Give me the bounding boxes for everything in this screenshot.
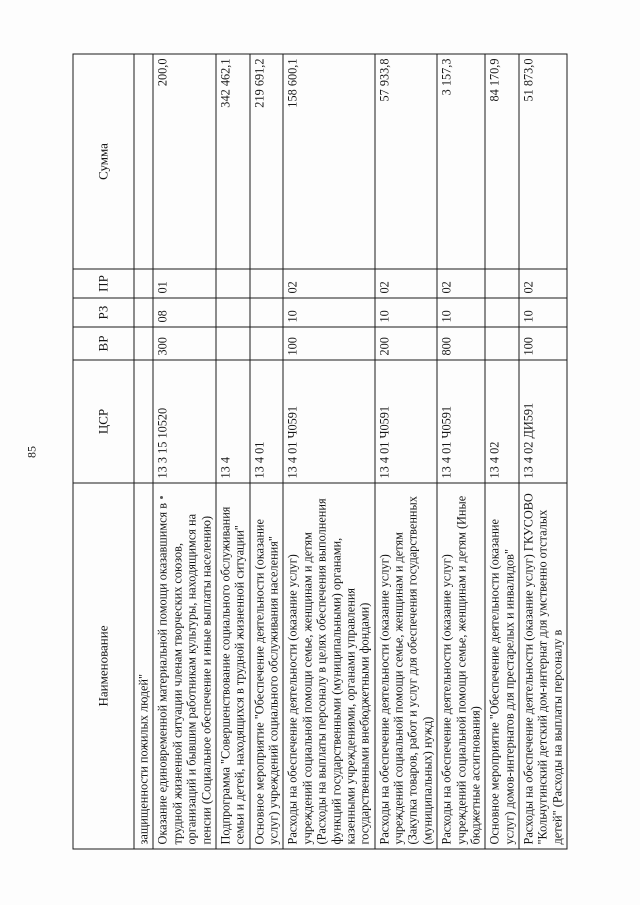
row-sum: 84 170,9	[485, 54, 519, 269]
row-vr: 100	[283, 327, 374, 360]
row-pr	[216, 269, 250, 298]
row-csr: 13 4 02 ДИ591	[519, 360, 567, 483]
row-vr: 200	[375, 327, 438, 360]
row-pr: 01	[153, 269, 216, 298]
row-sum: 3 157,3	[437, 54, 485, 269]
row-pr: 02	[519, 269, 567, 298]
row-sum: 51 873,0	[519, 54, 567, 269]
row-sum: 219 691,2	[250, 54, 284, 269]
row-vr	[216, 327, 250, 360]
row-csr: 13 4 02	[485, 360, 519, 483]
row-rz	[485, 298, 519, 327]
row-vr	[250, 327, 284, 360]
row-csr: 13 4 01	[250, 360, 284, 483]
row-pr	[134, 269, 153, 298]
header-csr: ЦСР	[73, 360, 134, 483]
scan-speck	[160, 496, 163, 499]
row-rz: 10	[519, 298, 567, 327]
row-name: Подпрограмма "Совершенствование социального обслуживания семьи и детей, находящихся в трудной жизненной ситуации"	[216, 483, 250, 849]
row-pr: 02	[375, 269, 438, 298]
header-name: Наименование	[73, 483, 134, 849]
table-row	[283, 54, 374, 849]
row-sum: 200,0	[153, 54, 216, 269]
header-rz: РЗ	[73, 298, 134, 327]
row-csr: 13 3 15 10520	[153, 360, 216, 483]
row-vr	[134, 327, 153, 360]
row-rz: 10	[437, 298, 485, 327]
row-name: Основное мероприятие "Обеспечение деятельности (оказание услуг) домов-интернатов для престарелых и инвалидов"	[485, 483, 519, 849]
row-rz: 10	[375, 298, 438, 327]
row-vr: 300	[153, 327, 216, 360]
table-header-row	[73, 54, 134, 849]
row-csr: 13 4	[216, 360, 250, 483]
row-rz	[216, 298, 250, 327]
row-sum: 57 933,8	[375, 54, 438, 269]
row-vr: 100	[519, 327, 567, 360]
row-pr: 02	[283, 269, 374, 298]
row-pr	[250, 269, 284, 298]
row-sum: 342 462,1	[216, 54, 250, 269]
row-name: защищенности пожилых людей"	[134, 483, 153, 849]
page-number: 85	[24, 446, 39, 458]
row-pr: 02	[437, 269, 485, 298]
table-row	[519, 54, 567, 849]
row-csr: 13 4 01 Ч0591	[437, 360, 485, 483]
table-row	[485, 54, 519, 849]
header-pr: ПР	[73, 269, 134, 298]
row-rz	[134, 298, 153, 327]
row-sum	[134, 54, 153, 269]
table-row	[250, 54, 284, 849]
row-name: Оказание единовременной материальной помощи оказавшимся в трудной жизненной ситуации членам творческих союзов, организаций и бывшим работникам культуры, находящимся на пенсии (Социальное обеспечение и иные выплаты населению)	[153, 483, 216, 849]
row-name: Расходы на обеспечение деятельности (оказание услуг) ГКУСОВО "Кольчугинский детский дом-интернат для умственно отсталых детей" (Расходы на выплаты персоналу в	[519, 483, 567, 849]
table-row	[375, 54, 438, 849]
rotated-page	[24, 55, 568, 850]
header-vr: ВР	[73, 327, 134, 360]
row-name: Основное мероприятие "Обеспечение деятельности (оказание услуг) учреждений социального обслуживания населения"	[250, 483, 284, 849]
row-name: Расходы на обеспечение деятельности (оказание услуг) учреждений социальной помощи семье, женщинам и детям (Закупка товаров, работ и услуг для обеспечения государственных (муниципальных) нужд)	[375, 483, 438, 849]
row-csr: 13 4 01 Ч0591	[283, 360, 374, 483]
row-rz	[250, 298, 284, 327]
table-row	[153, 54, 216, 849]
row-pr	[485, 269, 519, 298]
row-name: Расходы на обеспечение деятельности (оказание услуг) учреждений социальной помощи семье, женщинам и детям (Расходы на выплаты персоналу в целях обеспечения выполнения функций государственными (муниципальными) органами, казенными учреждениями, органами управления государственными внебюджетными фондами)	[283, 483, 374, 849]
table-row	[134, 54, 153, 849]
row-csr: 13 4 01 Ч0591	[375, 360, 438, 483]
row-csr	[134, 360, 153, 483]
table-row	[216, 54, 250, 849]
row-rz: 10	[283, 298, 374, 327]
row-vr: 800	[437, 327, 485, 360]
row-sum: 158 600,1	[283, 54, 374, 269]
row-name: Расходы на обеспечение деятельности (оказание услуг) учреждений социальной помощи семье, женщинам и детям (Иные бюджетные ассигнования)	[437, 483, 485, 849]
table-row	[437, 54, 485, 849]
row-vr	[485, 327, 519, 360]
header-sum: Сумма	[73, 54, 134, 269]
row-rz: 08	[153, 298, 216, 327]
budget-table	[73, 54, 568, 850]
